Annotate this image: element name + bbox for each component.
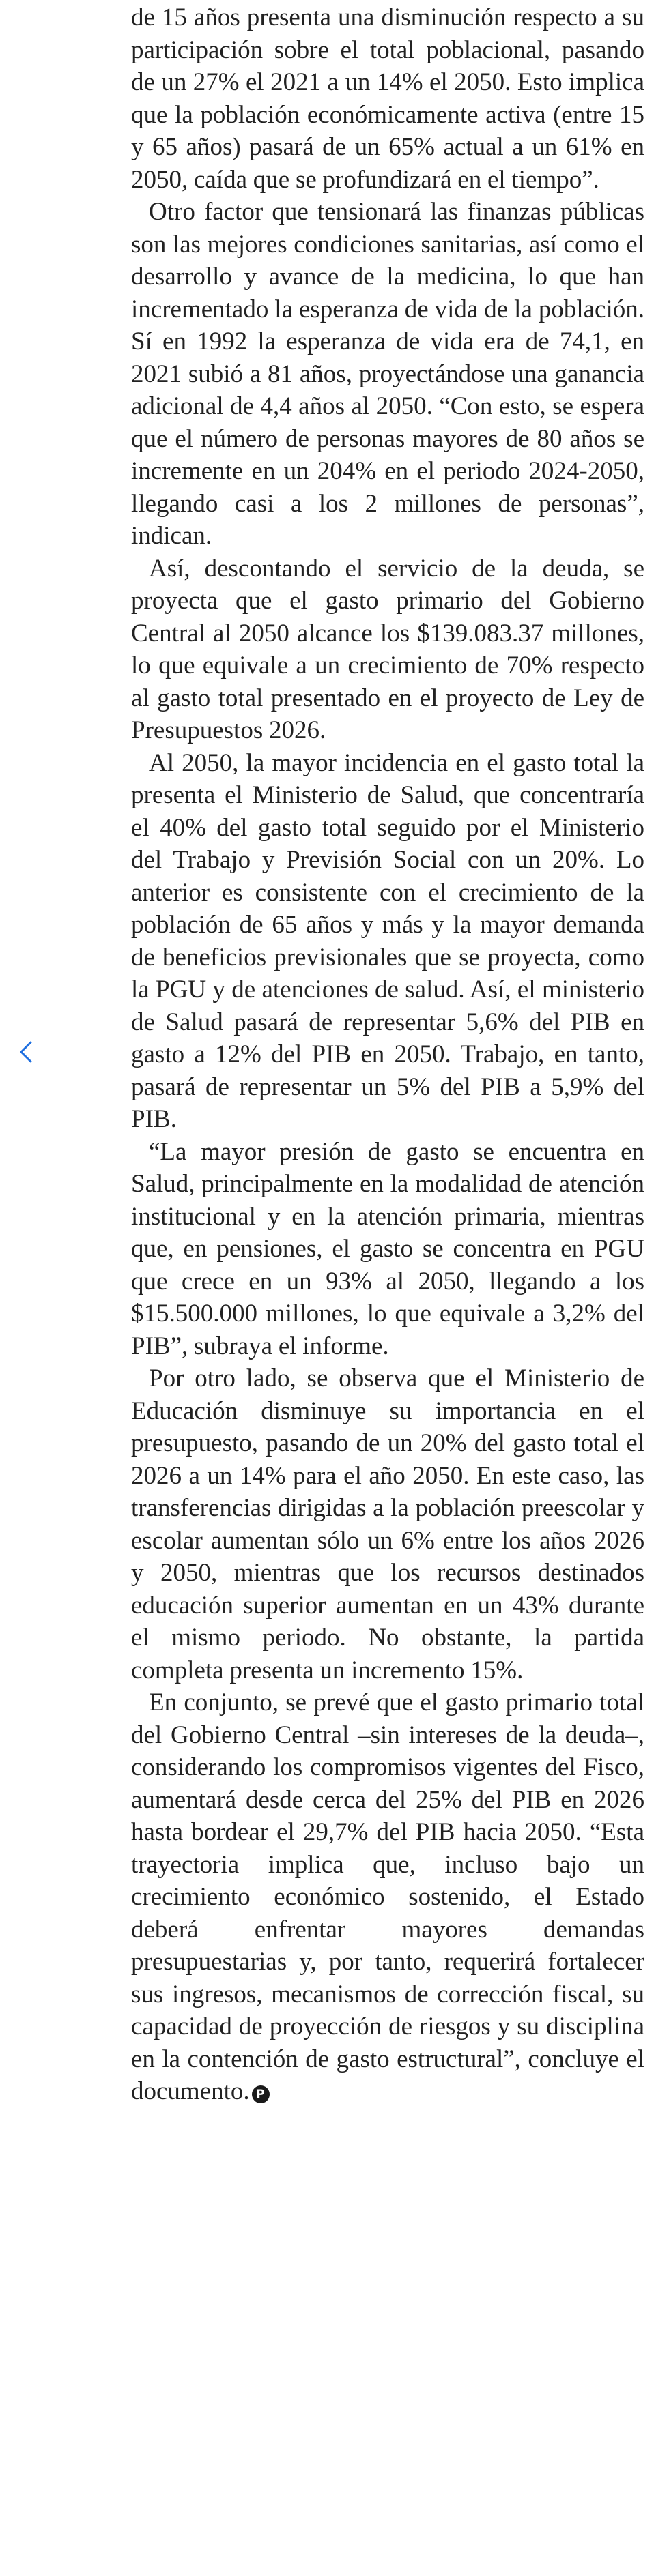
paragraph: Al 2050, la mayor incidencia en el gasto total la presenta el Ministerio de Salud, que concentraría el 40% del gasto total seguido por el Ministerio del Trabajo y Previsión Social con un 20%. Lo anterior es consistente con el crecimiento de la población de 65 años y más y la mayor demanda de beneficios previsionales que se proyecta, como la PGU y de atenciones de salud. Así, el ministerio de Salud pasará de representar 5,6% del PIB en gasto a 12% del PIB en 2050. Trabajo, en tanto, pasará de representar un 5% del PIB a 5,9% del PIB.	[131, 748, 644, 1133]
paragraph: Otro factor que tensionará las finanzas públicas son las mejores condiciones sanitarias, así como el desarrollo y avance de la medicina, lo que han incrementado la esperanza de vida de la población. Sí en 1992 la esperanza de vida era de 74,1, en 2021 subió a 81 años, proyectándose una ganancia adicional de 4,4 años al 2050. “Con esto, se espera que el número de personas mayores de 80 años se incremente en un 204% en el periodo 2024-2050, llegando casi a los 2 millones de personas”, indican.	[131, 198, 644, 550]
paragraph: de 15 años presenta una disminución respecto a su participación sobre el total poblacional, pasando de un 27% el 2021 a un 14% el 2050. Esto implica que la población económicamente activa (entre 15 y 65 años) pasará de un 65% actual a un 61% en 2050, caída que se profundizará en el tiempo”.	[131, 3, 644, 194]
paragraph: Así, descontando el servicio de la deuda, se proyecta que el gasto primario del Gobierno Central al 2050 alcance los $139.083.37 millones, lo que equivale a un crecimiento de 70% respecto al gasto total presentado en el proyecto de Ley de Presupuestos 2026.	[131, 554, 644, 744]
back-button[interactable]	[12, 1037, 42, 1067]
chevron-left-icon	[12, 1037, 42, 1067]
paragraph-final-text: En conjunto, se prevé que el gasto primario total del Gobierno Central –sin intereses de la deuda–, considerando los compromisos vigentes del Fisco, aumentará desde cerca del 25% del PIB en 2026 hasta bordear el 29,7% del PIB hacia 2050. “Esta trayectoria implica que, incluso bajo un crecimiento económico sostenido, el Estado deberá enfrentar mayores demandas presupuestarias y, por tanto, requerirá fortalecer sus ingresos, mecanismos de corrección fiscal, su capacidad de proyección de riesgos y su disciplina en la contención de gasto estructural”, concluye el documento.	[131, 1688, 644, 2105]
end-of-article-icon: P	[252, 2085, 270, 2103]
article-body	[131, 1, 644, 2108]
paragraph: Por otro lado, se observa que el Ministerio de Educación disminuye su importancia en el presupuesto, pasando de un 20% del gasto total el 2026 a un 14% para el año 2050. En este caso, las transferencias dirigidas a la población preescolar y escolar aumentan sólo un 6% entre los años 2026 y 2050, mientras que los recursos destinados educación superior aumentan en un 43% durante el mismo periodo. No obstante, la partida completa presenta un incremento 15%.	[131, 1364, 644, 1684]
paragraph: “La mayor presión de gasto se encuentra en Salud, principalmente en la modalidad de atención institucional y en la atención primaria, mientras que, en pensiones, el gasto se concentra en PGU que crece en un 93% al 2050, llegando a los $15.500.000 millones, lo que equivale a 3,2% del PIB”, subraya el informe.	[131, 1137, 644, 1360]
paragraph-final	[131, 1686, 644, 2108]
